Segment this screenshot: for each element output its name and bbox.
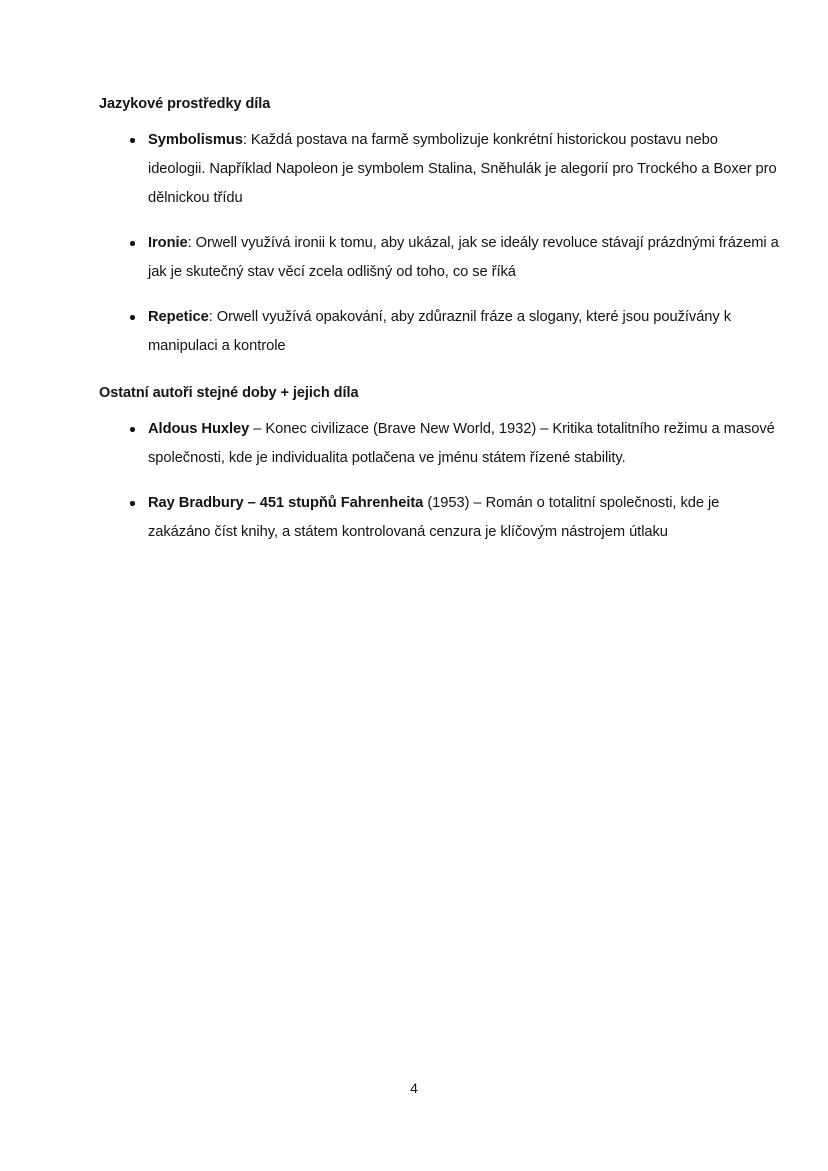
list-item bbox=[99, 229, 779, 287]
section-heading: Jazykové prostředky díla bbox=[99, 96, 271, 112]
list-item-lead: Aldous Huxley bbox=[148, 421, 250, 437]
list-item-lead: Repetice bbox=[148, 309, 209, 325]
section-heading: Ostatní autoři stejné doby + jejich díla bbox=[99, 385, 359, 401]
bullet-point-icon bbox=[130, 138, 135, 143]
list-item-text: (1953) – Román o totalitní společnosti, kde je zakázáno číst knihy, a státem kontrolovaná cenzura je klíčovým nástrojem útlaku bbox=[148, 495, 720, 540]
list-item bbox=[99, 489, 779, 547]
bullet-point-icon bbox=[130, 315, 135, 320]
bullet-point-icon bbox=[130, 427, 135, 432]
bullet-point-icon bbox=[130, 501, 135, 506]
list-item-text: : Orwell využívá ironii k tomu, aby ukázal, jak se ideály revoluce stávají prázdnými frázemi a jak je skutečný stav věcí zcela odlišný od toho, co se říká bbox=[148, 235, 779, 280]
document-body bbox=[99, 94, 779, 547]
list-item-text: – Konec civilizace (Brave New World, 1932) – Kritika totalitního režimu a masové společnosti, kde je individualita potlačena ve jménu státem řízené stability. bbox=[148, 421, 775, 466]
list-item bbox=[99, 415, 779, 473]
list-item-text: : Orwell využívá opakování, aby zdůraznil fráze a slogany, které jsou používány k manipulaci a kontrole bbox=[148, 309, 731, 354]
section-ostatni-autori bbox=[99, 383, 779, 547]
list-item-lead: Ironie bbox=[148, 235, 188, 251]
bullet-list bbox=[99, 126, 779, 361]
list-item bbox=[99, 126, 779, 213]
list-item bbox=[99, 303, 779, 361]
bullet-list bbox=[99, 415, 779, 547]
list-item-lead: Ray Bradbury – 451 stupňů Fahrenheita bbox=[148, 495, 424, 511]
bullet-point-icon bbox=[130, 241, 135, 246]
list-item-lead: Symbolismus bbox=[148, 132, 243, 148]
list-item-text: : Každá postava na farmě symbolizuje konkrétní historickou postavu nebo ideologii. Například Napoleon je symbolem Stalina, Sněhulák je alegorií pro Trockého a Boxer pro dělnickou třídu bbox=[148, 132, 777, 206]
page-number: 4 bbox=[410, 1080, 418, 1096]
section-jazykove-prostredky bbox=[99, 94, 779, 361]
